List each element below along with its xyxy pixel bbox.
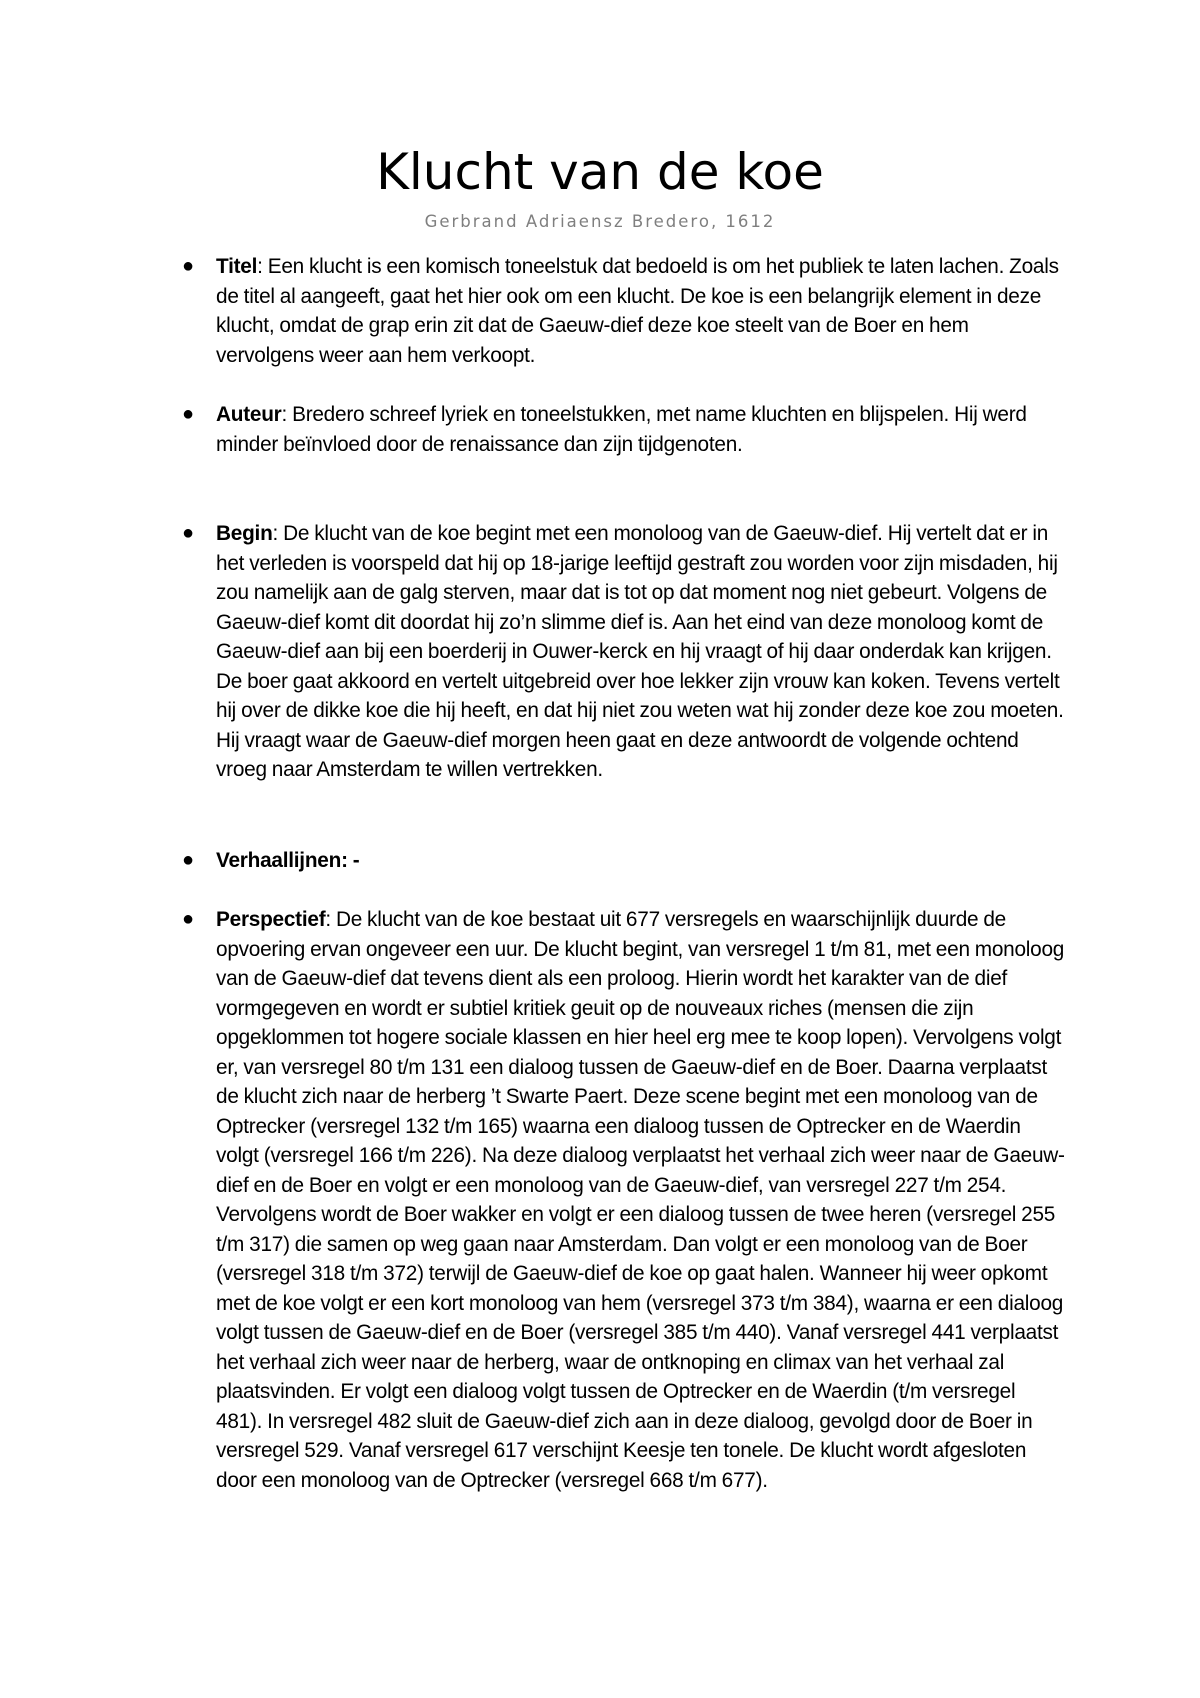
item-text: : De klucht van de koe bestaat uit 677 versregels en waarschijnlijk duurde de opvoering ervan ongeveer een uur. De klucht begint, van versregel 1 t/m 81, met een monoloog van de Gaeuw-dief dat tevens dient als een proloog. Hierin wordt het karakter van de dief vormgegeven en wordt er subtiel kritiek geuit op de nouveaux riches (mensen die zijn opgeklommen tot hogere sociale klassen en hier heel erg mee te koop lopen). Vervolgens volgt er, van versregel 80 t/m 131 een dialoog tussen de Gaeuw-dief en de Boer. Daarna verplaatst de klucht zich naar de herberg ’t Swarte Paert. Deze scene begint met een monoloog van de Optrecker (versregel 132 t/m 165) waarna een dialoog tussen de Optrecker en de Waerdin volgt (versregel 166 t/m 226). Na deze dialoog verplaatst het verhaal zich weer naar de Gaeuw-dief en de Boer en volgt er een monoloog van de Gaeuw-dief, van versregel 227 t/m 254. Vervolgens wordt de Boer wakker en volgt er een dialoog tussen de twee heren (versregel 255 t/m 317) die samen op weg gaan naar Amsterdam. Dan volgt er een monoloog van de Boer (versregel 318 t/m 372) terwijl de Gaeuw-dief de koe op gaat halen. Wanneer hij weer opkomt met de koe volgt er een kort monoloog van hem (versregel 373 t/m 384), waarna er een dialoog volgt tussen de Gaeuw-dief en de Boer (versregel 385 t/m 440). Vanaf versregel 441 verplaatst het verhaal zich weer naar de herberg, waar de ontknoping en climax van het verhaal zal plaatsvinden. Er volgt een dialoog volgt tussen de Optrecker en de Waerdin (t/m versregel 481). In versregel 482 sluit de Gaeuw-dief zich aan in deze dialoog, gevolgd door de Boer in versregel 529. Vanaf versregel 617 verschijnt Keesje ten tonele. De klucht wordt afgesloten door een monoloog van de Optrecker (versregel 668 t/m 677).	[216, 908, 1065, 1492]
item-label: Auteur	[216, 403, 282, 426]
item-label: Verhaallijnen	[216, 849, 342, 872]
item-label: Perspectief	[216, 908, 326, 931]
list-item-auteur	[182, 400, 1066, 459]
bullet-icon: ●	[182, 403, 194, 425]
list-item-begin	[182, 519, 1066, 785]
bullet-icon: ●	[182, 849, 194, 871]
bullet-icon: ●	[182, 908, 194, 930]
item-text: : Een klucht is een komisch toneelstuk dat bedoeld is om het publiek te laten lachen. Zoals de titel al aangeeft, gaat het hier ook om een klucht. De koe is een belangrijk element in deze klucht, omdat de grap erin zit dat de Gaeuw-dief deze koe steelt van de Boer en hem vervolgens weer aan hem verkoopt.	[216, 255, 1059, 367]
list-item-titel	[182, 252, 1066, 370]
page-subtitle: Gerbrand Adriaensz Bredero, 1612	[424, 212, 776, 231]
bullet-icon: ●	[182, 522, 194, 544]
bullet-icon: ●	[182, 255, 194, 277]
list-item-verhaallijnen	[182, 846, 1066, 876]
item-text: : De klucht van de koe begint met een monoloog van de Gaeuw-dief. Hij vertelt dat er in het verleden is voorspeld dat hij op 18-jarige leeftijd gestraft zou worden voor zijn misdaden, hij zou namelijk aan de galg sterven, maar dat is tot op dat moment nog niet gebeurt. Volgens de Gaeuw-dief komt dit doordat hij zo’n slimme dief is. Aan het eind van deze monoloog komt de Gaeuw-dief aan bij een boerderij in Ouwer-kerck en hij vraagt of hij daar onderdak kan krijgen. De boer gaat akkoord en vertelt uitgebreid over hoe lekker zijn vrouw kan koken. Tevens vertelt hij over de dikke koe die hij heeft, en dat hij niet zou weten wat hij zonder deze koe zou moeten. Hij vraagt waar de Gaeuw-dief morgen heen gaat en deze antwoordt de volgende ochtend vroeg naar Amsterdam te willen vertrekken.	[216, 522, 1064, 781]
list-item-perspectief	[182, 905, 1066, 1495]
item-text: : -	[341, 849, 360, 872]
item-label: Titel	[216, 255, 258, 278]
item-label: Begin	[216, 522, 273, 545]
item-text: : Bredero schreef lyriek en toneelstukken, met name kluchten en blijspelen. Hij werd minder beïnvloed door de renaissance dan zijn tijdgenoten.	[216, 403, 1027, 456]
page-title: Klucht van de koe	[376, 143, 824, 201]
